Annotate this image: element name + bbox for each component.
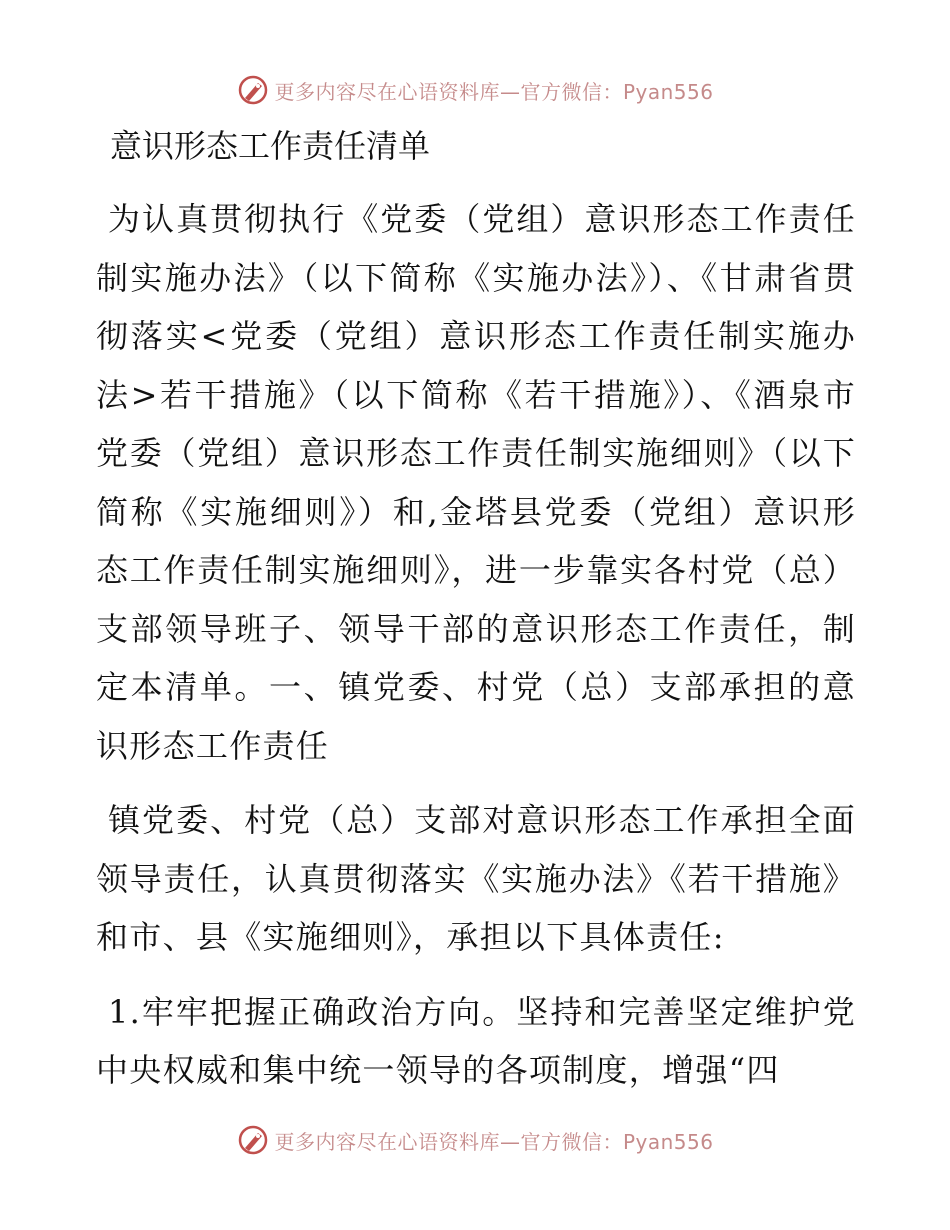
paragraph-item-1: 1.牢牢把握正确政治方向。坚持和完善坚定维护党中央权威和集中统一领导的各项制度，增强“四 [96,992,856,1089]
document-title: 意识形态工作责任清单 [110,127,431,165]
paragraph-intro: 为认真贯彻执行《党委（党组）意识形态工作责任制实施办法》（以下简称《实施办法》）、《甘肃省贯彻落实<党委（党组）意识形态工作责任制实施办法>若干措施》（以下简称《若干措施》）、《酒泉市党委（党组）意识形态工作责任制实施细则》（以下简称《实施细则》）和,金塔县党委（党组）意识形态工作责任制实施细则》，进一步靠实各村党（总）支部领导班子、领导干部的意识形态工作责任，制定本清单。一、镇党委、村党（总）支部承担的意识形态工作责任 [96,200,856,765]
document-body [96,118,856,1116]
paragraph-responsibility: 镇党委、村党（总）支部对意识形态工作承担全面领导责任，认真贯彻落实《实施办法》《若干措施》和市、县《实施细则》，承担以下具体责任: [96,801,856,956]
watermark-banner-top [0,70,950,110]
watermark-text: 更多内容尽在心语资料库—官方微信：Pyan556 [274,79,714,104]
pen-nib-logo-icon [236,1123,270,1157]
pen-nib-logo-icon [236,73,270,107]
watermark-text: 更多内容尽在心语资料库—官方微信：Pyan556 [274,1129,714,1154]
watermark-banner-bottom [0,1120,950,1160]
